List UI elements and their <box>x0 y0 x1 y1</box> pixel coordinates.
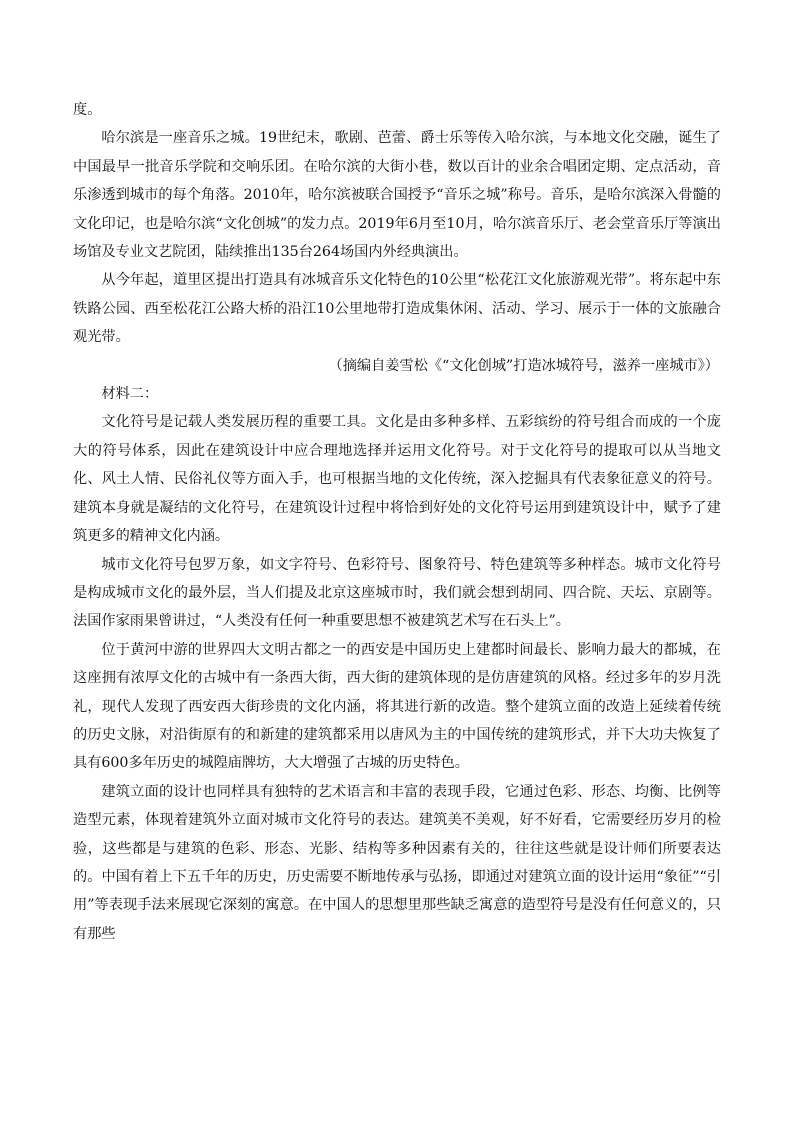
paragraph-cultural-symbols: 文化符号是记载人类发展历程的重要工具。文化是由多种多样、五彩缤纷的符号组合而成的一个庞大的符号体系，因此在建筑设计中应合理地选择并运用文化符号。对于文化符号的提取可以从当地文化、风土人情、民俗礼仪等方面入手，也可根据当地的文化传统，深入挖掘具有代表象征意义的符号。建筑本身就是凝结的文化符号，在建筑设计过程中将恰到好处的文化符号运用到建筑设计中，赋予了建筑更多的精神文化内涵。 <box>73 414 721 545</box>
paragraph-facade-design: 建筑立面的设计也同样具有独特的艺术语言和丰富的表现手段，它通过色彩、形态、均衡、比例等造型元素，体现着建筑外立面对城市文化符号的表达。建筑美不美观，好不好看，它需要经历岁月的检验，这些都是与建筑的色彩、形态、光影、结构等多种因素有关的，往往这些就是设计师们所要表达的。中国有着上下五千年的历史，历史需要不断地传承与弘扬，即通过对建筑立面的设计运用“象征”“引用”等表现手法来展现它深刻的寓意。在中国人的思想里那些缺乏寓意的造型符号是没有任何意义的，只有那些 <box>73 783 721 942</box>
paragraph-songhua-river: 从今年起，道里区提出打造具有冰城音乐文化特色的10公里“松花江文化旅游观光带”。将东起中东铁路公园、西至松花江公路大桥的沿江10公里地带打造成集休闲、活动、学习、展示于一体的文旅融合观光带。 <box>73 272 721 346</box>
material-two-label: 材料二： <box>101 386 159 403</box>
source-citation: （摘编自姜雪松《“文化创城”打造冰城符号，滋养一座城市》） <box>328 357 719 374</box>
paragraph-harbin-music: 哈尔滨是一座音乐之城。19世纪末，歌剧、芭蕾、爵士乐等传入哈尔滨，与本地文化交融，诞生了中国最早一批音乐学院和交响乐团。在哈尔滨的大街小巷，数以百计的业余合唱团定期、定点活动，音乐渗透到城市的每个角落。2010年，哈尔滨被联合国授予“音乐之城”称号。音乐，是哈尔滨深入骨髓的文化印记，也是哈尔滨“文化创城”的发力点。2019年6月至10月，哈尔滨音乐厅、老会堂音乐厅等演出场馆及专业文艺院团，陆续推出135台264场国内外经典演出。 <box>73 130 721 261</box>
document-page <box>73 96 721 948</box>
paragraph-fragment: 度。 <box>73 102 102 118</box>
paragraph-xian-street: 位于黄河中游的世界四大文明古都之一的西安是中国历史上建都时间最长、影响力最大的都城，在这座拥有浓厚文化的古城中有一条西大街，西大街的建筑体现的是仿唐建筑的风格。经过多年的岁月洗礼，现代人发现了西安西大街珍贵的文化内涵，将其进行新的改造。整个建筑立面的改造上延续着传统的历史文脉，对沿街原有的和新建的建筑都采用以唐风为主的中国传统的建筑形式，并下大功夫恢复了具有600多年历史的城隍庙牌坊，大大增强了古城的历史特色。 <box>73 641 721 772</box>
paragraph-city-symbols: 城市文化符号包罗万象，如文字符号、色彩符号、图象符号、特色建筑等多种样态。城市文化符号是构成城市文化的最外层，当人们提及北京这座城市时，我们就会想到胡同、四合院、天坛、京剧等。法国作家雨果曾讲过，“人类没有任何一种重要思想不被建筑艺术写在石头上”。 <box>73 556 721 630</box>
